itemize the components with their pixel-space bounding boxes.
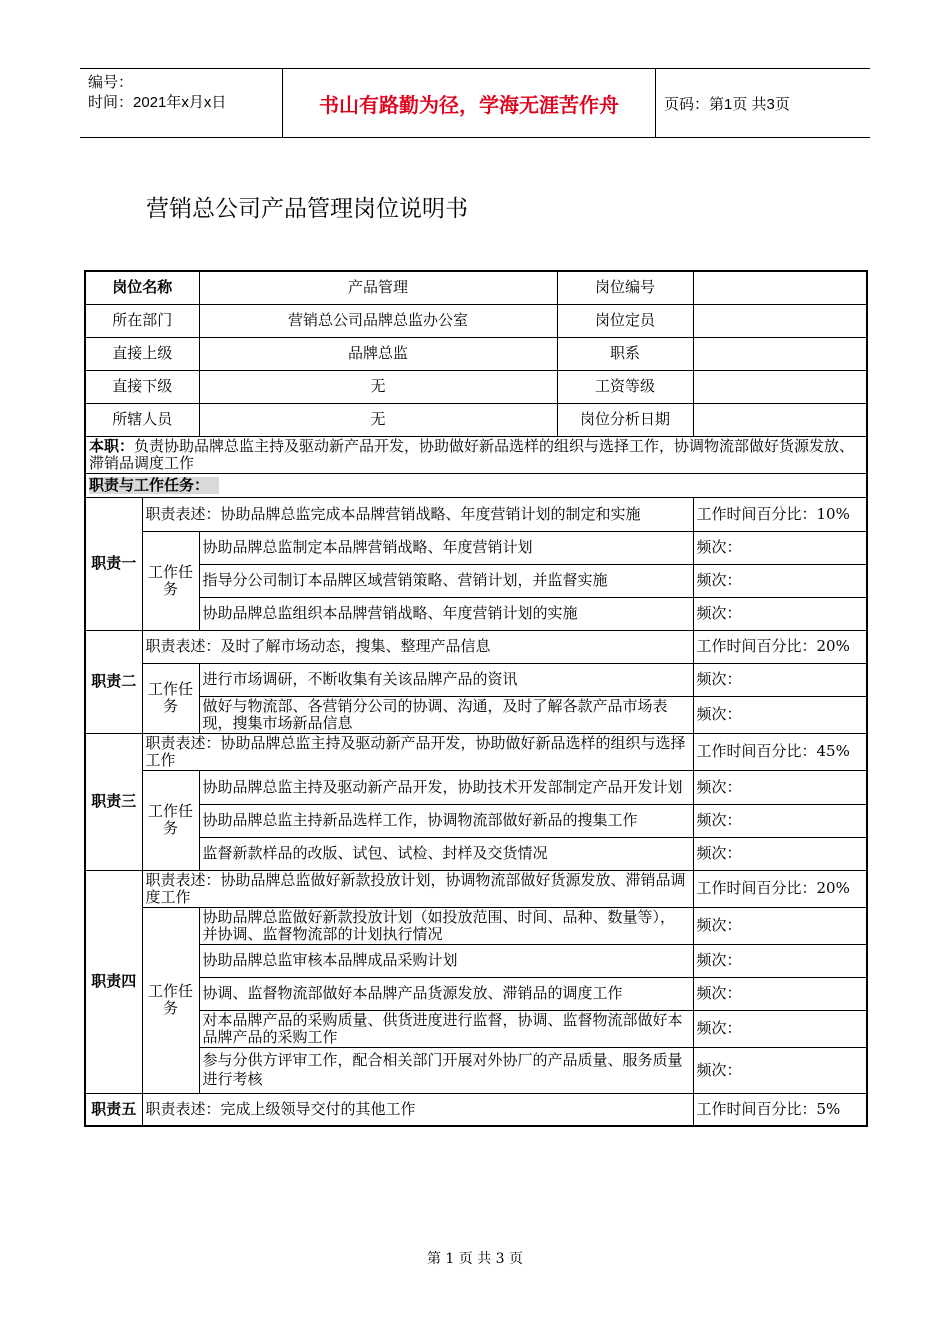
- info-value: [693, 337, 867, 370]
- task-row: [85, 564, 867, 597]
- page-footer: 第 1 页 共 3 页: [426, 1251, 524, 1267]
- header-left: [88, 73, 226, 113]
- info-label: 岗位定员: [557, 304, 693, 337]
- task-text: 协调、监督物流部做好本品牌产品货源发放、滞销品的调度工作: [199, 977, 693, 1010]
- task-row: [85, 804, 867, 837]
- task-row: [85, 977, 867, 1010]
- info-value: [693, 271, 867, 304]
- info-row: [85, 403, 867, 436]
- task-frequency: 频次：: [693, 1047, 867, 1093]
- page-header: [80, 68, 870, 138]
- header-page-number: 页码：第1页 共3页: [664, 95, 790, 113]
- info-label: 所辖人员: [85, 403, 199, 436]
- task-frequency: 频次：: [693, 597, 867, 630]
- document-title: 营销总公司产品管理岗位说明书: [146, 196, 468, 222]
- task-text: 监督新款样品的改版、试包、试检、封样及交货情况: [199, 837, 693, 870]
- task-text: 协助品牌总监制定本品牌营销战略、年度营销计划: [199, 531, 693, 564]
- task-row: [85, 837, 867, 870]
- duty-time-percent: 工作时间百分比：20%: [693, 630, 867, 663]
- document-time-label: 时间：2021年x月x日: [88, 94, 227, 111]
- task-row: [85, 1047, 867, 1093]
- info-row: [85, 370, 867, 403]
- task-text: 进行市场调研，不断收集有关该品牌产品的资讯: [199, 663, 693, 696]
- responsibilities-heading: 职责与工作任务：: [89, 477, 219, 494]
- duty-summary: [85, 436, 867, 473]
- task-row: [85, 944, 867, 977]
- task-text: 对本品牌产品的采购质量、供货进度进行监督，协调、监督物流部做好本品牌产品的采购工作: [199, 1010, 693, 1047]
- task-text: 协助品牌总监审核本品牌成品采购计划: [199, 944, 693, 977]
- info-row: [85, 271, 867, 304]
- duty-statement-row: [85, 870, 867, 907]
- info-label: 岗位名称: [85, 271, 199, 304]
- duty-statement: 职责表述：协助品牌总监主持及驱动新产品开发，协助做好新品选样的组织与选择工作: [142, 733, 693, 770]
- task-frequency: 频次：: [693, 944, 867, 977]
- task-frequency: 频次：: [693, 696, 867, 733]
- task-text: 参与分供方评审工作，配合相关部门开展对外协厂的产品质量、服务质量进行考核: [199, 1047, 693, 1093]
- duty-time-percent: 工作时间百分比：5%: [693, 1093, 867, 1126]
- task-frequency: 频次：: [693, 837, 867, 870]
- duty-number-label: 职责二: [85, 630, 142, 733]
- duty-statement: 职责表述：完成上级领导交付的其他工作: [142, 1093, 693, 1126]
- duty-statement-row: [85, 497, 867, 531]
- info-value: 无: [199, 403, 557, 436]
- info-row: [85, 304, 867, 337]
- task-row: [85, 696, 867, 733]
- info-label: 岗位分析日期: [557, 403, 693, 436]
- document-number-label: 编号：: [88, 74, 134, 91]
- task-frequency: 频次：: [693, 804, 867, 837]
- duty-summary-row: [85, 436, 867, 473]
- info-value: 品牌总监: [199, 337, 557, 370]
- info-row: [85, 337, 867, 370]
- duty-time-percent: 工作时间百分比：10%: [693, 497, 867, 531]
- task-text: 协助品牌总监做好新款投放计划（如投放范围、时间、品种、数量等），并协调、监督物流部的计划执行情况: [199, 907, 693, 944]
- info-value: [693, 403, 867, 436]
- task-label: 工作任务: [142, 663, 199, 733]
- task-row: [85, 770, 867, 804]
- duty-number-label: 职责四: [85, 870, 142, 1093]
- task-frequency: 频次：: [693, 977, 867, 1010]
- task-label: 工作任务: [142, 907, 199, 1093]
- task-text: 做好与物流部、各营销分公司的协调、沟通，及时了解各款产品市场表现，搜集市场新品信息: [199, 696, 693, 733]
- task-frequency: 频次：: [693, 1010, 867, 1047]
- info-value: 产品管理: [199, 271, 557, 304]
- header-motto: 书山有路勤为径，学海无涯苦作舟: [282, 69, 656, 137]
- job-description-table: [84, 270, 868, 1127]
- duty-time-percent: 工作时间百分比：45%: [693, 733, 867, 770]
- info-value: [693, 304, 867, 337]
- task-text: 协助品牌总监主持新品选样工作，协调物流部做好新品的搜集工作: [199, 804, 693, 837]
- task-label: 工作任务: [142, 531, 199, 630]
- duty-statement-row: [85, 1093, 867, 1126]
- duty-statement-row: [85, 733, 867, 770]
- info-label: 直接上级: [85, 337, 199, 370]
- task-row: [85, 531, 867, 564]
- task-frequency: 频次：: [693, 531, 867, 564]
- task-frequency: 频次：: [693, 663, 867, 696]
- task-frequency: 频次：: [693, 564, 867, 597]
- task-frequency: 频次：: [693, 907, 867, 944]
- duty-number-label: 职责三: [85, 733, 142, 870]
- info-value: 营销总公司品牌总监办公室: [199, 304, 557, 337]
- responsibilities-heading-cell: [85, 473, 867, 497]
- task-text: 协助品牌总监主持及驱动新产品开发，协助技术开发部制定产品开发计划: [199, 770, 693, 804]
- task-row: [85, 907, 867, 944]
- task-row: [85, 597, 867, 630]
- duty-label: 本职：: [89, 436, 135, 455]
- info-label: 岗位编号: [557, 271, 693, 304]
- task-frequency: 频次：: [693, 770, 867, 804]
- task-label: 工作任务: [142, 770, 199, 870]
- task-row: [85, 663, 867, 696]
- info-label: 职系: [557, 337, 693, 370]
- duty-statement: 职责表述：及时了解市场动态，搜集、整理产品信息: [142, 630, 693, 663]
- info-label: 直接下级: [85, 370, 199, 403]
- info-label: 工资等级: [557, 370, 693, 403]
- duty-statement-row: [85, 630, 867, 663]
- task-text: 协助品牌总监组织本品牌营销战略、年度营销计划的实施: [199, 597, 693, 630]
- info-label: 所在部门: [85, 304, 199, 337]
- responsibilities-heading-row: [85, 473, 867, 497]
- task-text: 指导分公司制订本品牌区域营销策略、营销计划，并监督实施: [199, 564, 693, 597]
- duty-statement: 职责表述：协助品牌总监做好新款投放计划，协调物流部做好货源发放、滞销品调度工作: [142, 870, 693, 907]
- duty-time-percent: 工作时间百分比：20%: [693, 870, 867, 907]
- info-value: 无: [199, 370, 557, 403]
- info-value: [693, 370, 867, 403]
- task-row: [85, 1010, 867, 1047]
- duty-number-label: 职责五: [85, 1093, 142, 1126]
- duty-statement: 职责表述：协助品牌总监完成本品牌营销战略、年度营销计划的制定和实施: [142, 497, 693, 531]
- duty-text: 负责协助品牌总监主持及驱动新产品开发，协助做好新品选样的组织与选择工作，协调物流部做好货源发放、滞销品调度工作: [89, 436, 855, 472]
- duty-number-label: 职责一: [85, 497, 142, 630]
